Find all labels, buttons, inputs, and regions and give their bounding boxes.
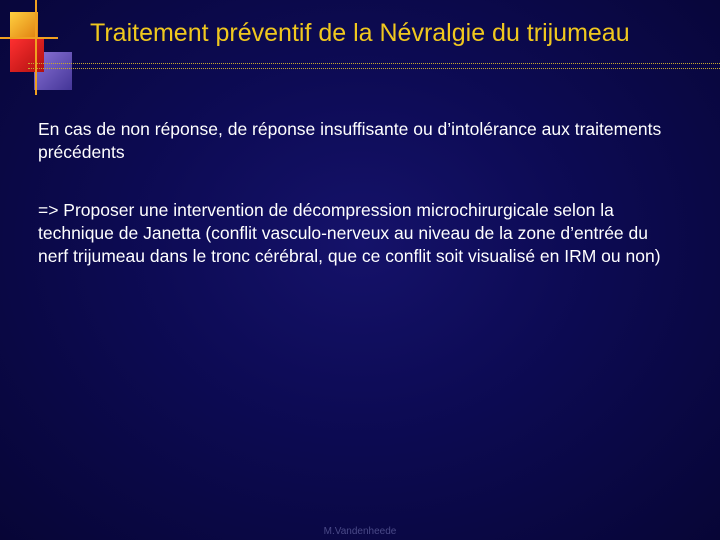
body-paragraph-condition: En cas de non réponse, de réponse insuffisante ou d’intolérance aux traitements précédents [38, 119, 662, 162]
slide-title: Traitement préventif de la Névralgie du trijumeau [90, 19, 630, 47]
title-divider [28, 63, 720, 69]
decorative-squares-logo-icon [0, 0, 80, 95]
author-footer: M.Vandenheede [323, 526, 397, 537]
slide-body [38, 118, 678, 303]
body-paragraph-recommendation: => Proposer une intervention de décompression microchirurgicale selon la technique de Janetta (conflit vasculo-nerveux au niveau de la zone d’entrée du nerf trijumeau dans le tronc cérébral, que ce conflit soit visualisé en IRM ou non) [38, 200, 661, 266]
